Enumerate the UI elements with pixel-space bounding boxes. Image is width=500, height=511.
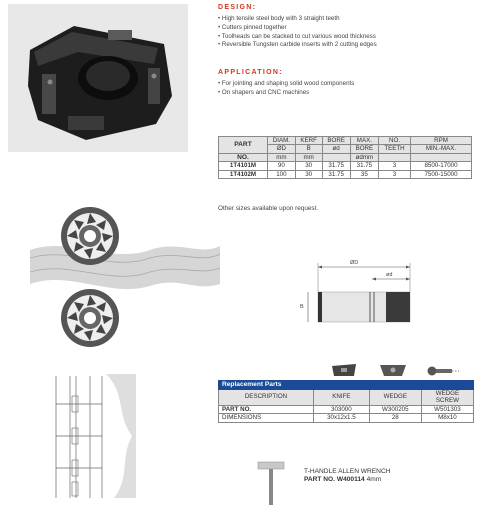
table-cell: 303000 [314,405,370,414]
header-cell: ødmm [350,153,378,161]
replacement-parts-table [218,380,474,423]
table-cell: 3 [378,162,410,170]
header-cell: B [295,145,322,153]
header-cell: ØD [268,145,296,153]
table-cell: 30 [295,162,322,170]
header-cell: WEDGE SCREW [421,389,473,405]
header-cell: WEDGE [369,389,421,405]
dimension-diagram [290,258,420,328]
application-list [218,80,488,98]
table-row [219,405,474,414]
table-cell: DIMENSIONS [219,414,314,423]
wrench-caption [304,468,390,485]
header-cell: MIN.-MAX. [411,145,472,153]
table-row [219,170,472,178]
table-cell: PART NO. [219,405,314,414]
spec-table [218,136,472,179]
list-item: • High tensile steel body with 3 straight teeth [218,15,488,24]
table-row [219,162,472,170]
table-cell: 90 [268,162,296,170]
header-cell: NO. [378,137,410,145]
kerf-label: B [300,304,304,310]
wrench-part-number: PART NO. W400114 [304,476,365,484]
table-cell: 28 [369,414,421,423]
table-cell: 3 [378,170,410,178]
table-cell: 31.75 [322,162,350,170]
bore-label: ød [386,272,393,278]
design-list [218,15,488,50]
table-cell: 1T4102M [219,170,268,178]
header-cell: TEETH [378,145,410,153]
header-cell: ød [322,145,350,153]
wrench-size: 4mm [366,476,382,484]
table-row [219,414,474,423]
header-cell: KERF [295,137,322,145]
header-cell: MAX. [350,137,378,145]
list-item: • For jointing and shaping solid wood components [218,80,488,89]
header-cell: BORE [350,145,378,153]
header-cell: KNIFE [314,389,370,405]
table-cell: W300205 [369,405,421,414]
table-cell: M8x10 [421,414,473,423]
header-cell: mm [295,153,322,161]
header-cell: DIAM. [268,137,296,145]
header-cell: PART [219,137,268,154]
design-title: DESIGN: [218,4,257,11]
header-cell: BORE [322,137,350,145]
table-cell: 30 [295,170,322,178]
wrench-title: T-HANDLE ALLEN WRENCH [304,468,391,475]
list-item: • Cutters pinned together [218,24,488,33]
header-cell: RPM [411,137,472,145]
outer-diameter-label: ØD [350,260,359,266]
application-title: APPLICATION: [218,69,283,76]
header-cell: mm [268,153,296,161]
list-item: • Toolheads can be stacked to cut various wood thickness [218,33,488,42]
replacement-parts-title: Replacement Parts [219,381,474,390]
table-cell: W501303 [421,405,473,414]
table-cell: 8500-17000 [411,162,472,170]
table-cell: 35 [350,170,378,178]
header-cell [378,153,410,161]
table-cell: 1T4101M [219,162,268,170]
product-photo [8,4,188,152]
allen-wrench-icon [256,460,286,511]
table-cell: 31.75 [322,170,350,178]
header-cell [411,153,472,161]
table-cell: 7500-15000 [411,170,472,178]
stack-diagram [46,374,136,498]
table-cell: 31.75 [350,162,378,170]
table-cell: 30x12x1.5 [314,414,370,423]
list-item: • On shapers and CNC machines [218,89,488,98]
list-item: • Reversible Tungsten carbide inserts with 2 cutting edges [218,41,488,50]
availability-note: Other sizes available upon request. [218,205,319,212]
header-cell: DESCRIPTION [219,389,314,405]
cutting-diagram [30,206,220,356]
header-cell [322,153,350,161]
header-cell: NO. [219,153,268,161]
table-cell: 100 [268,170,296,178]
